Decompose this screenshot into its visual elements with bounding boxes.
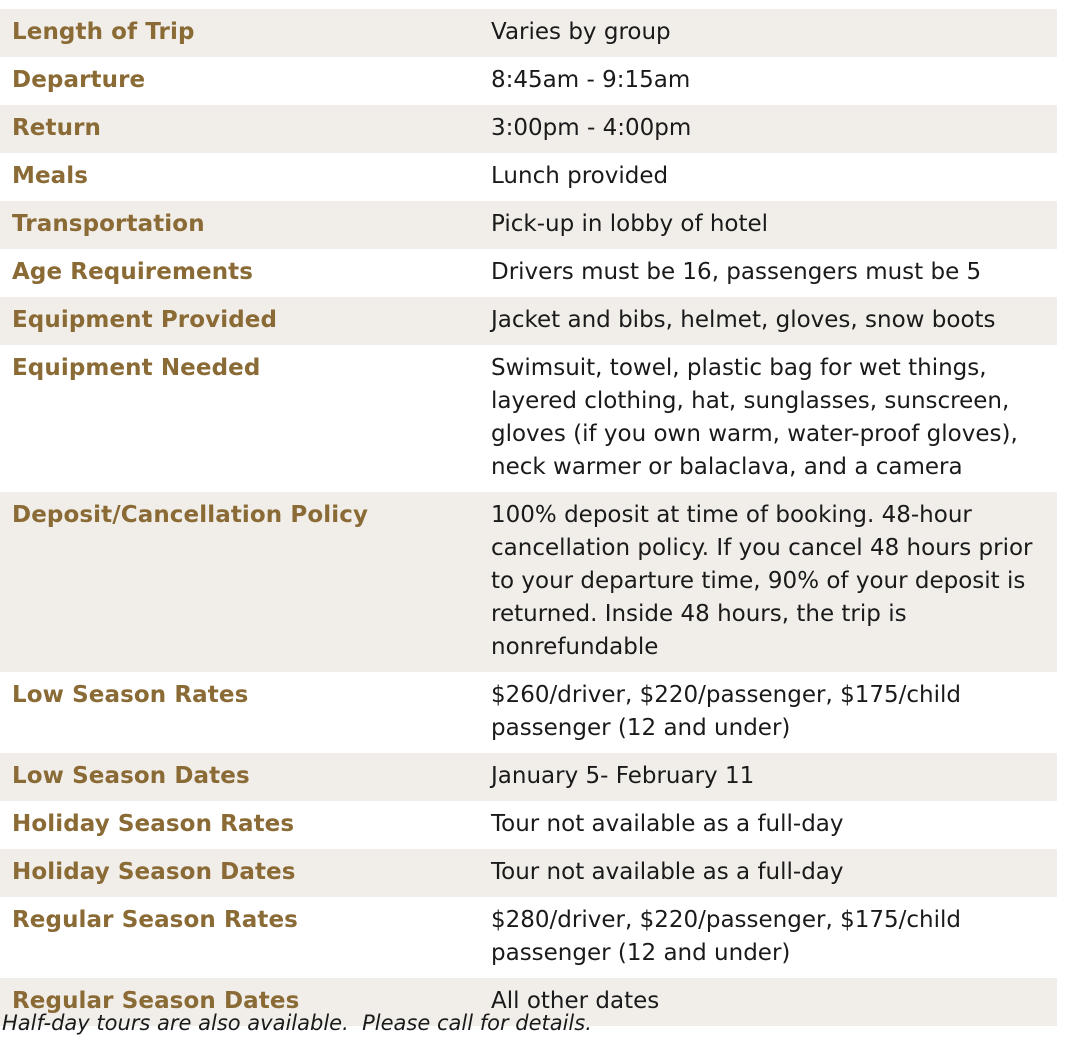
- row-label: [0, 249, 478, 297]
- row-value: [478, 153, 1057, 201]
- table-row: [0, 345, 1057, 492]
- row-label-text: Age Requirements: [12, 259, 254, 285]
- row-label: [0, 105, 478, 153]
- row-value-text: Pick-up in lobby of hotel: [491, 211, 769, 237]
- row-value-text: January 5- February 11: [491, 763, 755, 789]
- table-row: [0, 297, 1057, 345]
- row-value: [478, 297, 1057, 345]
- row-value-text: Lunch provided: [491, 163, 669, 189]
- row-value-text: Tour not available as a full-day: [491, 859, 844, 885]
- table-row: [0, 801, 1057, 849]
- row-label-text: Length of Trip: [12, 19, 195, 45]
- row-value-text: 8:45am - 9:15am: [491, 67, 691, 93]
- row-value: [478, 897, 1057, 978]
- row-label-text: Holiday Season Dates: [12, 859, 296, 885]
- row-label-text: Regular Season Rates: [12, 907, 298, 933]
- row-value-text: Tour not available as a full-day: [491, 811, 844, 837]
- row-label-text: Transportation: [12, 211, 205, 237]
- trip-details-body: [0, 9, 1057, 1026]
- table-row: [0, 249, 1057, 297]
- row-value: [478, 801, 1057, 849]
- row-label: [0, 57, 478, 105]
- row-label: [0, 849, 478, 897]
- table-row: [0, 57, 1057, 105]
- row-value-text: Swimsuit, towel, plastic bag for wet things, layered clothing, hat, sunglasses, sunscreen, gloves (if you own warm, water-proof gloves), neck warmer or balaclava, and a camera: [491, 355, 1018, 480]
- row-label: [0, 345, 478, 492]
- row-label-text: Equipment Provided: [12, 307, 278, 333]
- table-row: [0, 492, 1057, 672]
- row-label: [0, 753, 478, 801]
- row-label: [0, 801, 478, 849]
- row-value-text: $260/driver, $220/passenger, $175/child passenger (12 and under): [491, 682, 961, 741]
- footnote: Half-day tours are also available. Please call for details.: [2, 1011, 592, 1035]
- table-row: [0, 897, 1057, 978]
- row-value-text: 3:00pm - 4:00pm: [491, 115, 692, 141]
- row-label: [0, 492, 478, 672]
- row-label: [0, 153, 478, 201]
- table-row: [0, 672, 1057, 753]
- table-row: [0, 9, 1057, 57]
- row-label-text: Return: [12, 115, 101, 141]
- row-value: [478, 249, 1057, 297]
- row-label-text: Holiday Season Rates: [12, 811, 295, 837]
- row-value: [478, 753, 1057, 801]
- row-label-text: Low Season Dates: [12, 763, 250, 789]
- row-value-text: All other dates: [491, 988, 660, 1014]
- row-value-text: Drivers must be 16, passengers must be 5: [491, 259, 982, 285]
- row-value: [478, 9, 1057, 57]
- table-row: [0, 849, 1057, 897]
- row-value-text: Varies by group: [491, 19, 671, 45]
- row-label-text: Meals: [12, 163, 89, 189]
- row-value-text: Jacket and bibs, helmet, gloves, snow boots: [491, 307, 996, 333]
- row-label: [0, 897, 478, 978]
- row-label: [0, 201, 478, 249]
- table-row: [0, 753, 1057, 801]
- row-value: [478, 57, 1057, 105]
- table-row: [0, 153, 1057, 201]
- trip-details-table: [0, 9, 1057, 1026]
- row-label: [0, 297, 478, 345]
- row-value: [478, 849, 1057, 897]
- row-label-text: Departure: [12, 67, 146, 93]
- table-row: [0, 105, 1057, 153]
- row-value: [478, 201, 1057, 249]
- row-label-text: Regular Season Dates: [12, 988, 300, 1014]
- row-value: [478, 492, 1057, 672]
- row-value: [478, 672, 1057, 753]
- table-row: [0, 201, 1057, 249]
- row-label-text: Deposit/Cancellation Policy: [12, 502, 369, 528]
- row-label: [0, 672, 478, 753]
- row-value-text: 100% deposit at time of booking. 48-hour cancellation policy. If you cancel 48 hours prior to your departure time, 90% of your deposit is returned. Inside 48 hours, the trip is nonrefundable: [491, 502, 1033, 660]
- row-label-text: Low Season Rates: [12, 682, 249, 708]
- row-value: [478, 105, 1057, 153]
- row-value: [478, 345, 1057, 492]
- row-value-text: $280/driver, $220/passenger, $175/child passenger (12 and under): [491, 907, 961, 966]
- row-label: [0, 9, 478, 57]
- row-label-text: Equipment Needed: [12, 355, 261, 381]
